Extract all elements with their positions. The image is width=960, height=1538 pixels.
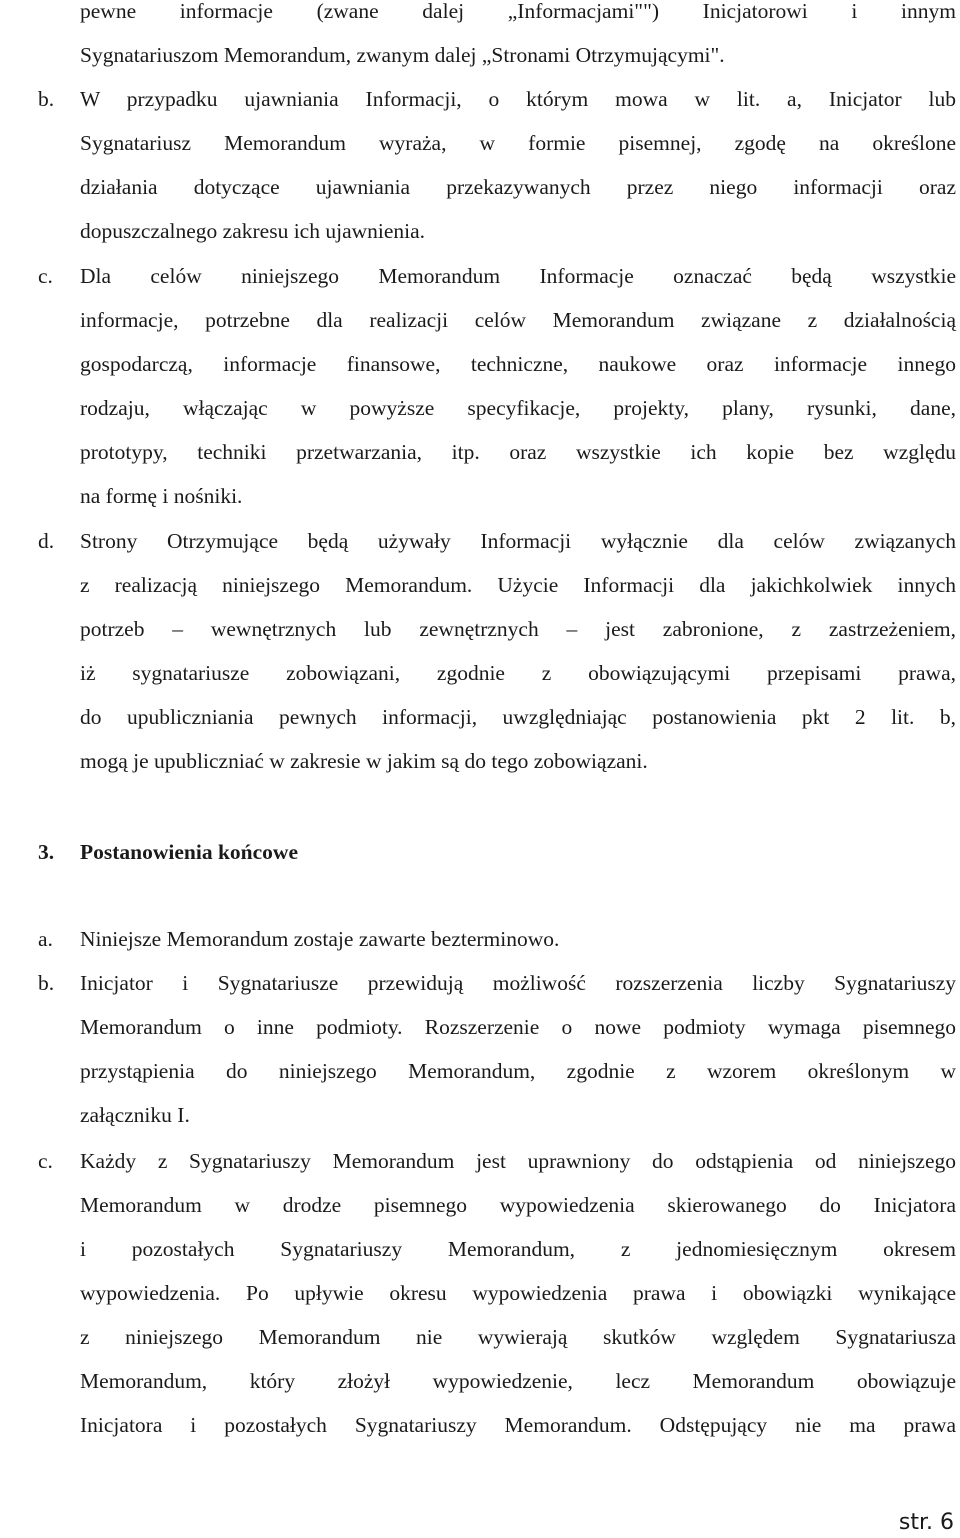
paragraph-line: Memorandum w drodze pisemnego wypowiedzenia skierowanego do Inicjatora bbox=[80, 1193, 956, 1217]
paragraph-line: informacje, potrzebne dla realizacji celów Memorandum związane z działalnością bbox=[80, 308, 956, 332]
paragraph-line: dopuszczalnego zakresu ich ujawnienia. bbox=[80, 219, 426, 243]
paragraph-line: załączniku I. bbox=[80, 1103, 190, 1127]
list-item-label: d. bbox=[38, 529, 55, 553]
paragraph-line: Memorandum o inne podmioty. Rozszerzenie o nowe podmioty wymaga pisemnego bbox=[80, 1015, 956, 1039]
paragraph-line: gospodarczą, informacje finansowe, techniczne, naukowe oraz informacje innego bbox=[80, 352, 956, 376]
paragraph-line: rodzaju, włączając w powyższe specyfikacje, projekty, plany, rysunki, dane, bbox=[80, 396, 956, 420]
list-item-label: c. bbox=[38, 1149, 53, 1173]
list-item-label: a. bbox=[38, 927, 53, 951]
paragraph-line: do upubliczniania pewnych informacji, uwzględniając postanowienia pkt 2 lit. b, bbox=[80, 705, 956, 729]
section-heading bbox=[38, 838, 298, 866]
paragraph-line: z realizacją niniejszego Memorandum. Użycie Informacji dla jakichkolwiek innych bbox=[80, 573, 956, 597]
paragraph-line: i pozostałych Sygnatariuszy Memorandum, z jednomiesięcznym okresem bbox=[80, 1237, 956, 1261]
paragraph-line: mogą je upubliczniać w zakresie w jakim są do tego zobowiązani. bbox=[80, 749, 648, 773]
list-item-label: c. bbox=[38, 264, 53, 288]
paragraph-line: Każdy z Sygnatariuszy Memorandum jest uprawniony do odstąpienia od niniejszego bbox=[80, 1149, 956, 1173]
paragraph-line: prototypy, techniki przetwarzania, itp. oraz wszystkie ich kopie bez względu bbox=[80, 440, 956, 464]
section-number: 3. bbox=[38, 840, 55, 864]
paragraph-line: Niniejsze Memorandum zostaje zawarte bezterminowo. bbox=[80, 927, 560, 951]
paragraph-line: na formę i nośniki. bbox=[80, 484, 243, 508]
list-item-label: b. bbox=[38, 971, 55, 995]
paragraph-line: Dla celów niniejszego Memorandum Informacje oznaczać będą wszystkie bbox=[80, 264, 956, 288]
list-item-label: b. bbox=[38, 87, 55, 111]
page-number: str. 6 bbox=[898, 1510, 954, 1535]
paragraph-line: pewne informacje (zwane dalej „Informacjami"") Inicjatorowi i innym bbox=[80, 0, 956, 23]
section-title: Postanowienia końcowe bbox=[80, 840, 298, 864]
paragraph-line: Sygnatariuszom Memorandum, zwanym dalej „Stronami Otrzymującymi". bbox=[80, 43, 725, 67]
paragraph-line: Sygnatariusz Memorandum wyraża, w formie pisemnej, zgodę na określone bbox=[80, 131, 956, 155]
paragraph-line: Strony Otrzymujące będą używały Informacji wyłącznie dla celów związanych bbox=[80, 529, 956, 553]
paragraph-line: Inicjator i Sygnatariusze przewidują możliwość rozszerzenia liczby Sygnatariuszy bbox=[80, 971, 956, 995]
paragraph-line: działania dotyczące ujawniania przekazywanych przez niego informacji oraz bbox=[80, 175, 956, 199]
paragraph-line: Memorandum, który złożył wypowiedzenie, lecz Memorandum obowiązuje bbox=[80, 1369, 956, 1393]
paragraph-line: przystąpienia do niniejszego Memorandum, zgodnie z wzorem określonym w bbox=[80, 1059, 956, 1083]
paragraph-line: iż sygnatariusze zobowiązani, zgodnie z obowiązującymi przepisami prawa, bbox=[80, 661, 956, 685]
paragraph-line: wypowiedzenia. Po upływie okresu wypowiedzenia prawa i obowiązki wynikające bbox=[80, 1281, 956, 1305]
paragraph-line: potrzeb – wewnętrznych lub zewnętrznych – jest zabronione, z zastrzeżeniem, bbox=[80, 617, 956, 641]
paragraph-line: W przypadku ujawniania Informacji, o którym mowa w lit. a, Inicjator lub bbox=[80, 87, 956, 111]
paragraph-line: z niniejszego Memorandum nie wywierają skutków względem Sygnatariusza bbox=[80, 1325, 956, 1349]
paragraph-line: Inicjatora i pozostałych Sygnatariuszy Memorandum. Odstępujący nie ma prawa bbox=[80, 1413, 956, 1437]
